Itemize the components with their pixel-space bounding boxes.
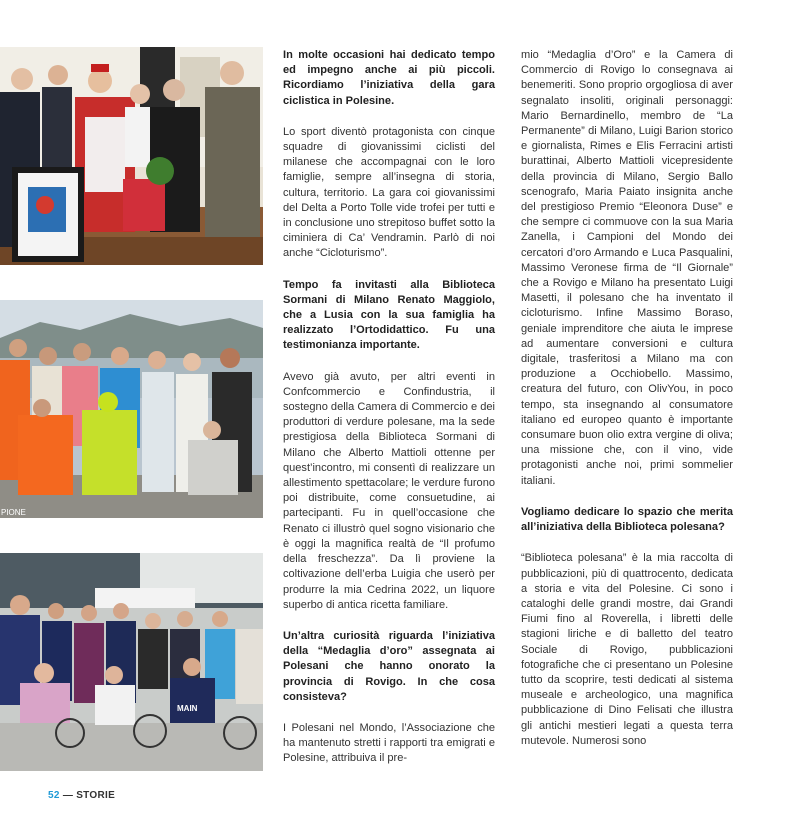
- section-label: STORIE: [76, 790, 116, 801]
- interview-question: Un’altra curiosità riguarda l’iniziativa della “Medaglia d’oro” assegnata ai Polesani che hanno onorato la provincia di Rovigo. In che cosa consisteva?: [283, 629, 495, 703]
- interview-answer: mio “Medaglia d’Oro” e la Camera di Commercio di Rovigo lo consegnava ai benemeriti. Sono proprio orgogliosa di aver segnalato insoliti, originali personaggi: Mario Bernardinello, membro de “La Permanente” di Milano, Luigi Barion storico e giornalista, Rimes e Elis Ferracini artisti burattinai, Alberto Mattioli vicepresidente della provincia di Milano, Sergio Ballo scenografo, Maria Paiato insignita anche del prestigioso Premio “Eleonora Duse” e che sempre ci commuove con la sua Maria Zanella, i Campioni del Mondo dei cercatori d’oro Armando e Luca Pasqualini, Massimo Veronese firma de “Il Giornale” che a Rovigo e Milano ha presentato Luigi Masetti, il polesano che ha inventato il cicloturismo. Infine Massimo Boraso, geniale imprenditore che aiuta le imprese ad aumentare conversioni e cultura digitale, trasferitosi a Milano ma con produzione a Occhiobello. Massimo, creatura del futuro, con OlivYou, in poco tempo, sta insegnando al consumatore italiano ed europeo quanto è importante consumare buon olio extra vergine di oliva; una missione che, con il vino, vide protagonisti anche noi, primi sommelier italiani.: [521, 49, 733, 487]
- photo-watermark: PIONE: [1, 508, 26, 517]
- photo-ceremony-cardinal: [0, 47, 263, 265]
- footer-separator: —: [59, 790, 77, 801]
- interview-answer: “Biblioteca polesana” è la mia raccolta di pubblicazioni, più di quattrocento, dedicata a storia e vita del Polesine. Ci sono i cataloghi delle grandi mostre, dai Grandi Fiumi fino al Roverella, i libretti delle stagioni liriche e di balletto del teatro Sociale di Rovigo, pubblicazioni fotografiche che ci presentano un Polesine tutto da scoprire, testi dedicati al sistema museale e archeologico, una magnifica pubblicazione di Dino Felisati che illustra gli antichi mestieri legati a questa terra mutevole. Numerosi sono: [521, 552, 733, 747]
- interview-answer: Avevo già avuto, per altri eventi in Confcommercio e Confindustria, il sostegno della Camera di Commercio e dei produttori di verdure polesane, ma la sede prestigiosa della Biblioteca Sormani di Milano che Alberto Mattioli ottenne per quest’incontro, mi consentì di realizzare un allestimento spettacolare; le verdure furono poi distribuite, come consuetudine, ai partecipanti. Fu in quell’occasione che Renato ci illustrò quel sogno visionario che è oggi la magnifica realtà de “Il profumo della freschezza”. Da lì proviene la coltivazione dell’erba Luigia che userò per produrre la mia Cedrina 2022, un liquore superbo di antica ricetta familiare.: [283, 370, 495, 611]
- page-footer: [48, 790, 115, 801]
- interview-question: In molte occasioni hai dedicato tempo ed impegno anche ai più piccoli. Ricordiamo l’iniziativa della gara ciclistica in Polesine.: [283, 49, 495, 107]
- article-column-right: [521, 48, 733, 749]
- interview-answer: I Polesani nel Mondo, l’Associazione che ha mantenuto stretti i rapporti tra emigrati e Polesine, attribuiva il pre-: [283, 721, 495, 765]
- article-column-left: [283, 48, 495, 767]
- jersey-text: MAIN: [177, 704, 198, 713]
- interview-question: Vogliamo dedicare lo spazio che merita all’iniziativa della Biblioteca polesana?: [521, 505, 733, 534]
- photo-lake-group: [0, 300, 263, 518]
- interview-answer: Lo sport diventò protagonista con cinque squadre di giovanissimi ciclisti del milanese che accompagnai con le loro famiglie, sempre all’insegna di storia, cultura, territorio. La gara coi giovanissimi del Delta a Porto Tolle vide trofei per tutti e in conclusione uno strepitoso buffet sotto la ciminiera di Ca’ Vendramin. Parlò di noi anche “Cicloturismo”.: [283, 125, 495, 260]
- page-number: 52: [48, 790, 60, 801]
- photo-cycling-group: [0, 553, 263, 771]
- interview-question: Tempo fa invitasti alla Biblioteca Sormani di Milano Renato Maggiolo, che a Lusia con la sua famiglia ha realizzato l’Ortodidattico. Fu una testimonianza importante.: [283, 278, 495, 352]
